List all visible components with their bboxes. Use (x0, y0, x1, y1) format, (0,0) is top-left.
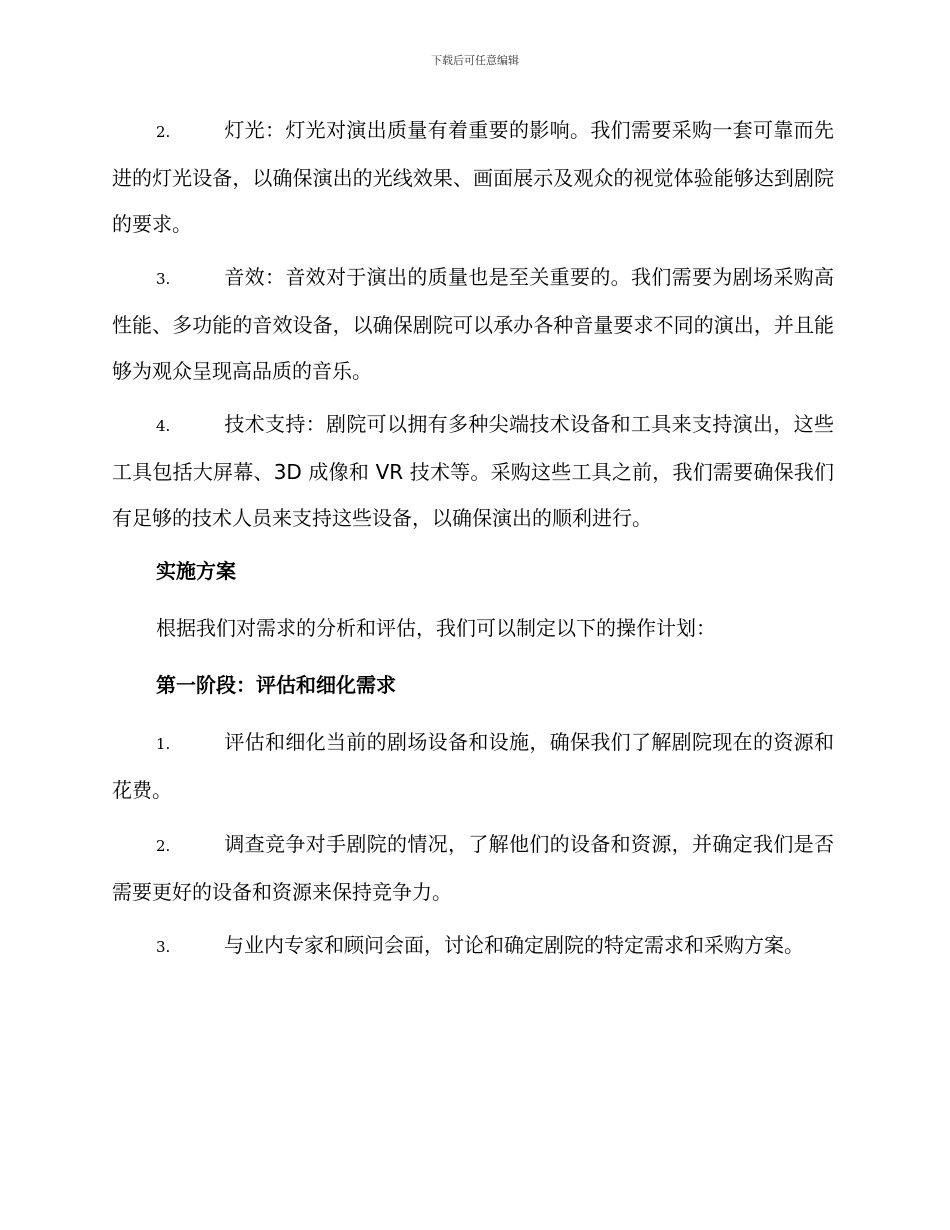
list-number: 3. (156, 270, 171, 288)
list-number: 2. (156, 837, 171, 855)
list-number: 4. (156, 417, 171, 435)
section-heading: 实施方案 (156, 559, 236, 583)
list-item-phase1-experts (112, 922, 834, 970)
list-item-phase1-assess (112, 719, 834, 813)
list-item-text: 灯光：灯光对演出质量有着重要的影响。我们需要采购一套可靠而先进的灯光设备，以确保演出的光线效果、画面展示及观众的视觉体验能够达到剧院的要求。 (112, 118, 834, 236)
list-item-phase1-competitors (112, 821, 834, 915)
list-item-sound (112, 254, 834, 394)
list-item-tech-support (112, 401, 834, 541)
list-item-text: 评估和细化当前的剧场设备和设施，确保我们了解剧院现在的资源和花费。 (112, 730, 834, 802)
list-item-text: 技术支持：剧院可以拥有多种尖端技术设备和工具来支持演出，这些工具包括大屏幕、3D 成像和 VR 技术等。采购这些工具之前，我们需要确保我们有足够的技术人员来支持这些设备，以确保演出的顺利进行。 (112, 412, 834, 530)
list-item-lighting (112, 107, 834, 247)
list-number: 3. (156, 938, 171, 956)
page-header: 下载后可任意编辑 (431, 54, 519, 67)
list-number: 1. (156, 735, 171, 753)
list-item-text: 与业内专家和顾问会面，讨论和确定剧院的特定需求和采购方案。 (224, 933, 804, 957)
list-item-text: 音效：音效对于演出的质量也是至关重要的。我们需要为剧场采购高性能、多功能的音效设备，以确保剧院可以承办各种音量要求不同的演出，并且能够为观众呈现高品质的音乐。 (112, 265, 834, 383)
section-intro: 根据我们对需求的分析和评估，我们可以制定以下的操作计划： (156, 616, 716, 640)
list-number: 2. (156, 123, 171, 141)
phase-heading: 第一阶段：评估和细化需求 (156, 673, 396, 697)
list-item-text: 调查竞争对手剧院的情况，了解他们的设备和资源，并确定我们是否需要更好的设备和资源来保持竞争力。 (112, 832, 834, 904)
